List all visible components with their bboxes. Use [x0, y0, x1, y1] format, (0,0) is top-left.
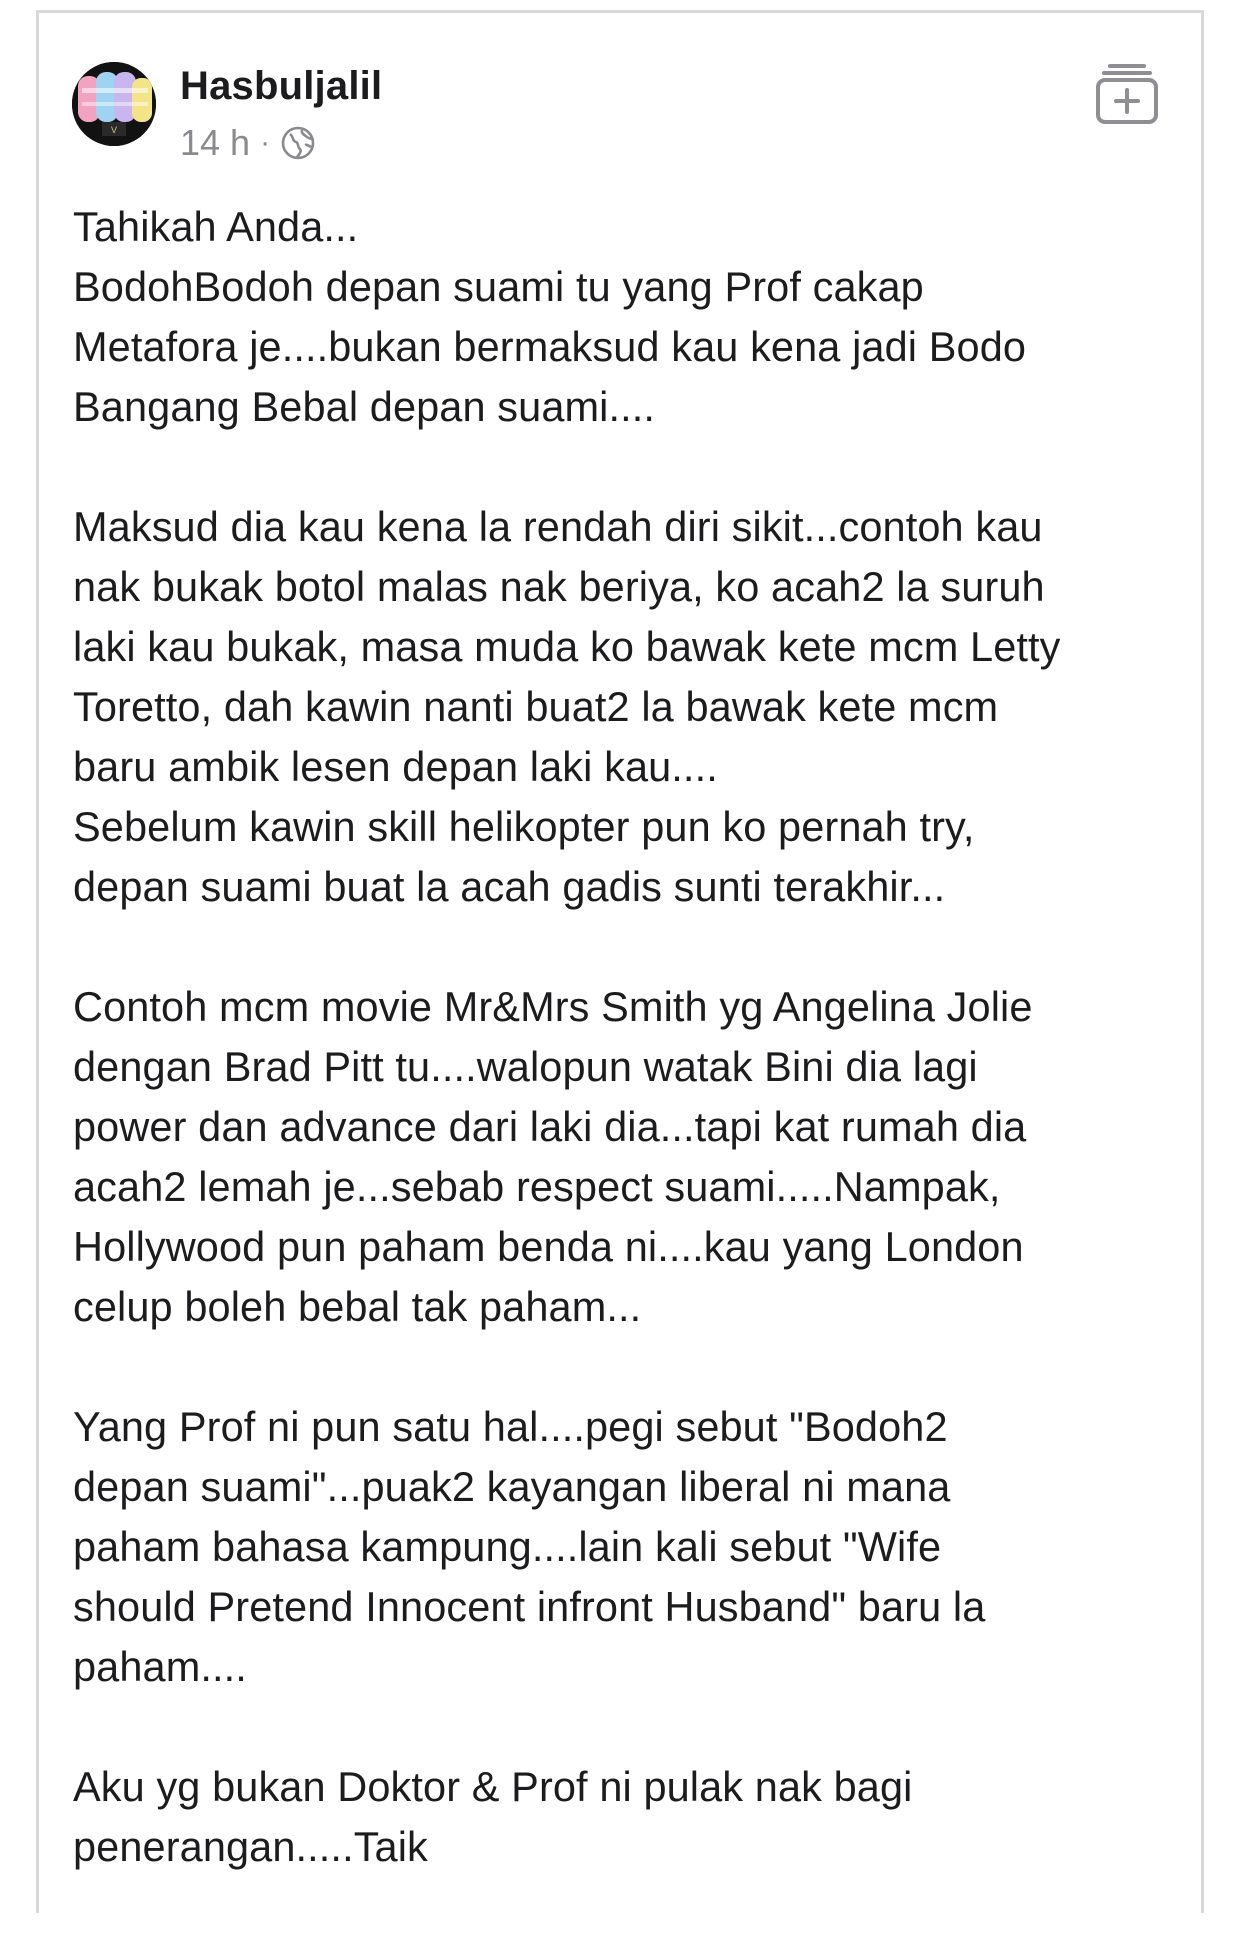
post-paragraph: [73, 197, 1183, 437]
text-line: dengan Brad Pitt tu....walopun watak Bini dia lagi: [73, 1043, 978, 1090]
globe-icon: [280, 125, 316, 161]
add-to-collection-icon: [1094, 62, 1160, 126]
text-line: acah2 lemah je...sebab respect suami.....Nampak,: [73, 1163, 1001, 1210]
post-paragraph: [73, 497, 1183, 917]
text-line: Toretto, dah kawin nanti buat2 la bawak kete mcm: [73, 683, 999, 730]
post-meta: [180, 122, 316, 164]
text-line: Tahikah Anda...: [73, 203, 359, 250]
post-text: [73, 197, 1183, 1937]
avatar-image: [72, 62, 156, 146]
text-line: depan suami"...puak2 kayangan liberal ni mana: [73, 1463, 951, 1510]
text-line: Aku yg bukan Doktor & Prof ni pulak nak bagi: [73, 1763, 913, 1810]
text-line: laki kau bukak, masa muda ko bawak kete mcm Letty: [73, 623, 1061, 670]
text-line: Bangang Bebal depan suami....: [73, 383, 656, 430]
text-line: should Pretend Innocent infront Husband" baru la: [73, 1583, 986, 1630]
text-line: Metafora je....bukan bermaksud kau kena jadi Bodo: [73, 323, 1027, 370]
post-paragraph: [73, 1757, 1183, 1877]
avatar[interactable]: [72, 62, 156, 146]
text-line: celup boleh bebal tak paham...: [73, 1283, 642, 1330]
text-line: paham bahasa kampung....lain kali sebut "Wife: [73, 1523, 942, 1570]
text-line: Yang Prof ni pun satu hal....pegi sebut "Bodoh2: [73, 1403, 948, 1450]
text-line: Maksud dia kau kena la rendah diri sikit...contoh kau: [73, 503, 1043, 550]
post-paragraph: [73, 1397, 1183, 1697]
text-line: penerangan.....Taik: [73, 1823, 428, 1870]
add-to-collection-button[interactable]: [1094, 62, 1160, 126]
text-line: Hollywood pun paham benda ni....kau yang London: [73, 1223, 1024, 1270]
text-line: power dan advance dari laki dia...tapi kat rumah dia: [73, 1103, 1027, 1150]
post-time[interactable]: 14 h: [180, 122, 251, 163]
meta-separator: ·: [260, 126, 271, 159]
text-line: Sebelum kawin skill helikopter pun ko pernah try,: [73, 803, 975, 850]
text-line: baru ambik lesen depan laki kau....: [73, 743, 718, 790]
post-paragraph: [73, 977, 1183, 1337]
text-line: nak bukak botol malas nak beriya, ko acah2 la suruh: [73, 563, 1045, 610]
text-line: BodohBodoh depan suami tu yang Prof cakap: [73, 263, 924, 310]
text-line: Contoh mcm movie Mr&Mrs Smith yg Angelina Jolie: [73, 983, 1033, 1030]
svg-text:V: V: [110, 125, 118, 135]
text-line: paham....: [73, 1643, 247, 1690]
text-line: depan suami buat la acah gadis sunti terakhir...: [73, 863, 946, 910]
author-name[interactable]: Hasbuljalil: [180, 64, 383, 108]
